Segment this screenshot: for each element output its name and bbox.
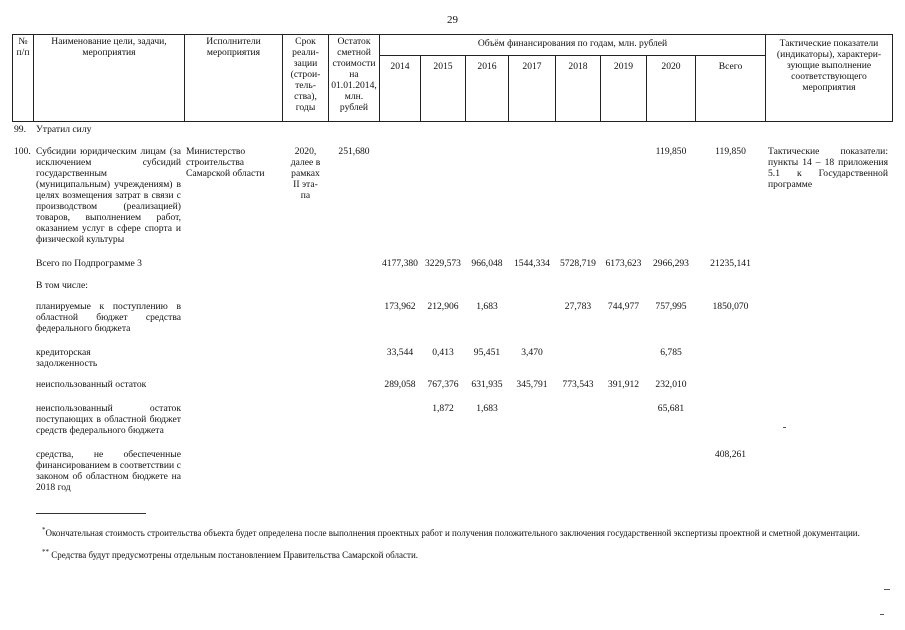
- row-100-number: 100.: [14, 146, 31, 157]
- row-100-executor: Министерство строительства Самарской области: [186, 146, 265, 179]
- header-name: Наименование цели, задачи, мероприятия: [51, 36, 167, 58]
- unused-2019: 391,912: [607, 379, 640, 390]
- footnote-2-mark: **: [42, 548, 49, 556]
- header-year: 2019: [613, 61, 634, 72]
- planned-2016: 1,683: [476, 301, 498, 312]
- row-100-name: Субсидии юридическим лицам (за исключением субсидий государственным (муниципальным) учреждениям) в целях возмещения затрат в связи с производством (реализацией) товаров, выполнением работ, оказанием услуг в сфере спорта и физической культуры: [36, 146, 181, 245]
- planned-2020: 757,995: [655, 301, 687, 312]
- scan-speck: [880, 614, 884, 615]
- scan-speck: [884, 589, 890, 590]
- planned-2019: 744,977: [607, 301, 640, 312]
- unused-fed-2020: 65,681: [657, 403, 685, 414]
- unused-2015: 767,376: [427, 379, 459, 390]
- total-2016: 966,048: [471, 258, 503, 269]
- unused-2016: 631,935: [471, 379, 503, 390]
- total-2019: 6173,623: [605, 258, 642, 269]
- footnote-1-text: Окончательная стоимость строительства объекта будет определена после выполнения проектных работ и получения положительного заключения государственной экспертизы проектной и сметной документации.: [45, 528, 860, 538]
- total-label: Всего по Подпрограмме 3: [36, 258, 142, 269]
- footnote-2-text: Средства будут предусмотрены отдельным постановлением Правительства Самарской области.: [51, 550, 419, 560]
- credit-2020: 6,785: [660, 347, 682, 358]
- unsecured-label: средства, не обеспеченные финансированием в соответствии с законом об областном бюджете на 2018 год: [36, 449, 181, 493]
- footnote-2: [42, 550, 882, 561]
- header-year: 2018: [568, 61, 588, 72]
- header-financing: Объём финансирования по годам, млн. рублей: [477, 38, 668, 49]
- credit-2017: 3,470: [521, 347, 543, 358]
- row-100-2020: 119,850: [655, 146, 687, 157]
- credit-2014: 33,544: [386, 347, 414, 358]
- header-top-border: [12, 34, 892, 35]
- scan-speck: [783, 427, 786, 428]
- header-year: 2016: [477, 61, 497, 72]
- header-bottom-border: [12, 121, 892, 122]
- planned-2018: 27,783: [564, 301, 592, 312]
- page-number: 29: [447, 14, 458, 26]
- footnote-1: [24, 528, 886, 539]
- total-2014: 4177,380: [382, 258, 418, 269]
- unused-label: неиспользованный остаток: [36, 379, 147, 390]
- unused-2014: 289,058: [384, 379, 416, 390]
- footnote-separator: [36, 513, 146, 514]
- total-all: 21235,141: [710, 258, 751, 269]
- unused-2018: 773,543: [562, 379, 594, 390]
- unused-fed-label: неиспользованный остаток поступающих в областной бюджет средств федерального бюджета: [36, 403, 181, 436]
- row-100-term: 2020, далее в рамках II эта- па: [290, 146, 321, 201]
- planned-label: планируемые к поступлению в областной бюджет средства федерального бюджета: [36, 301, 181, 334]
- row-100-indicators: Тактические показатели: пункты 14 – 18 приложения 5.1 к Государственной программе: [768, 146, 888, 190]
- total-2020: 2966,293: [653, 258, 689, 269]
- row-100-total: 119,850: [715, 146, 746, 157]
- including-label: В том числе:: [36, 280, 88, 291]
- header-year: 2017: [522, 61, 542, 72]
- header-remaining-cost: Остаток сметной стоимости на 01.01.2014, млн. рублей: [331, 36, 377, 113]
- credit-2016: 95,451: [473, 347, 501, 358]
- total-2015: 3229,573: [425, 258, 461, 269]
- header-total: Всего: [718, 61, 743, 72]
- unused-fed-2016: 1,683: [476, 403, 498, 414]
- header-num: № п/п: [16, 36, 30, 58]
- row-100-remaining-cost: 251,680: [338, 146, 370, 157]
- planned-2015: 212,906: [427, 301, 459, 312]
- header-border: [892, 34, 893, 122]
- header-executors: Исполнители мероприятия: [206, 36, 261, 58]
- header-fin-divider: [379, 55, 765, 56]
- credit-label: кредиторская задолженность: [36, 347, 98, 369]
- header-indicators: Тактические показатели (индикаторы), характери- зующие выполнение соответствующего мероприятия: [776, 38, 882, 93]
- row-99-text: Утратил силу: [36, 124, 92, 135]
- header-year: 2020: [661, 61, 681, 72]
- total-2017: 1544,334: [514, 258, 550, 269]
- planned-total: 1850,070: [712, 301, 749, 312]
- unused-2017: 345,791: [516, 379, 548, 390]
- unused-fed-2015: 1,872: [432, 403, 454, 414]
- header-year: 2015: [433, 61, 453, 72]
- planned-2014: 173,962: [384, 301, 416, 312]
- unsecured-total: 408,261: [714, 449, 747, 460]
- credit-2015: 0,413: [432, 347, 454, 358]
- footnote-1-mark: *: [42, 526, 46, 534]
- row-99-number: 99.: [14, 124, 26, 135]
- unused-2020: 232,010: [655, 379, 687, 390]
- header-year: 2014: [390, 61, 410, 72]
- header-term: Срок реали- зации (строи- тель- ства), годы: [290, 36, 321, 113]
- total-2018: 5728,719: [560, 258, 596, 269]
